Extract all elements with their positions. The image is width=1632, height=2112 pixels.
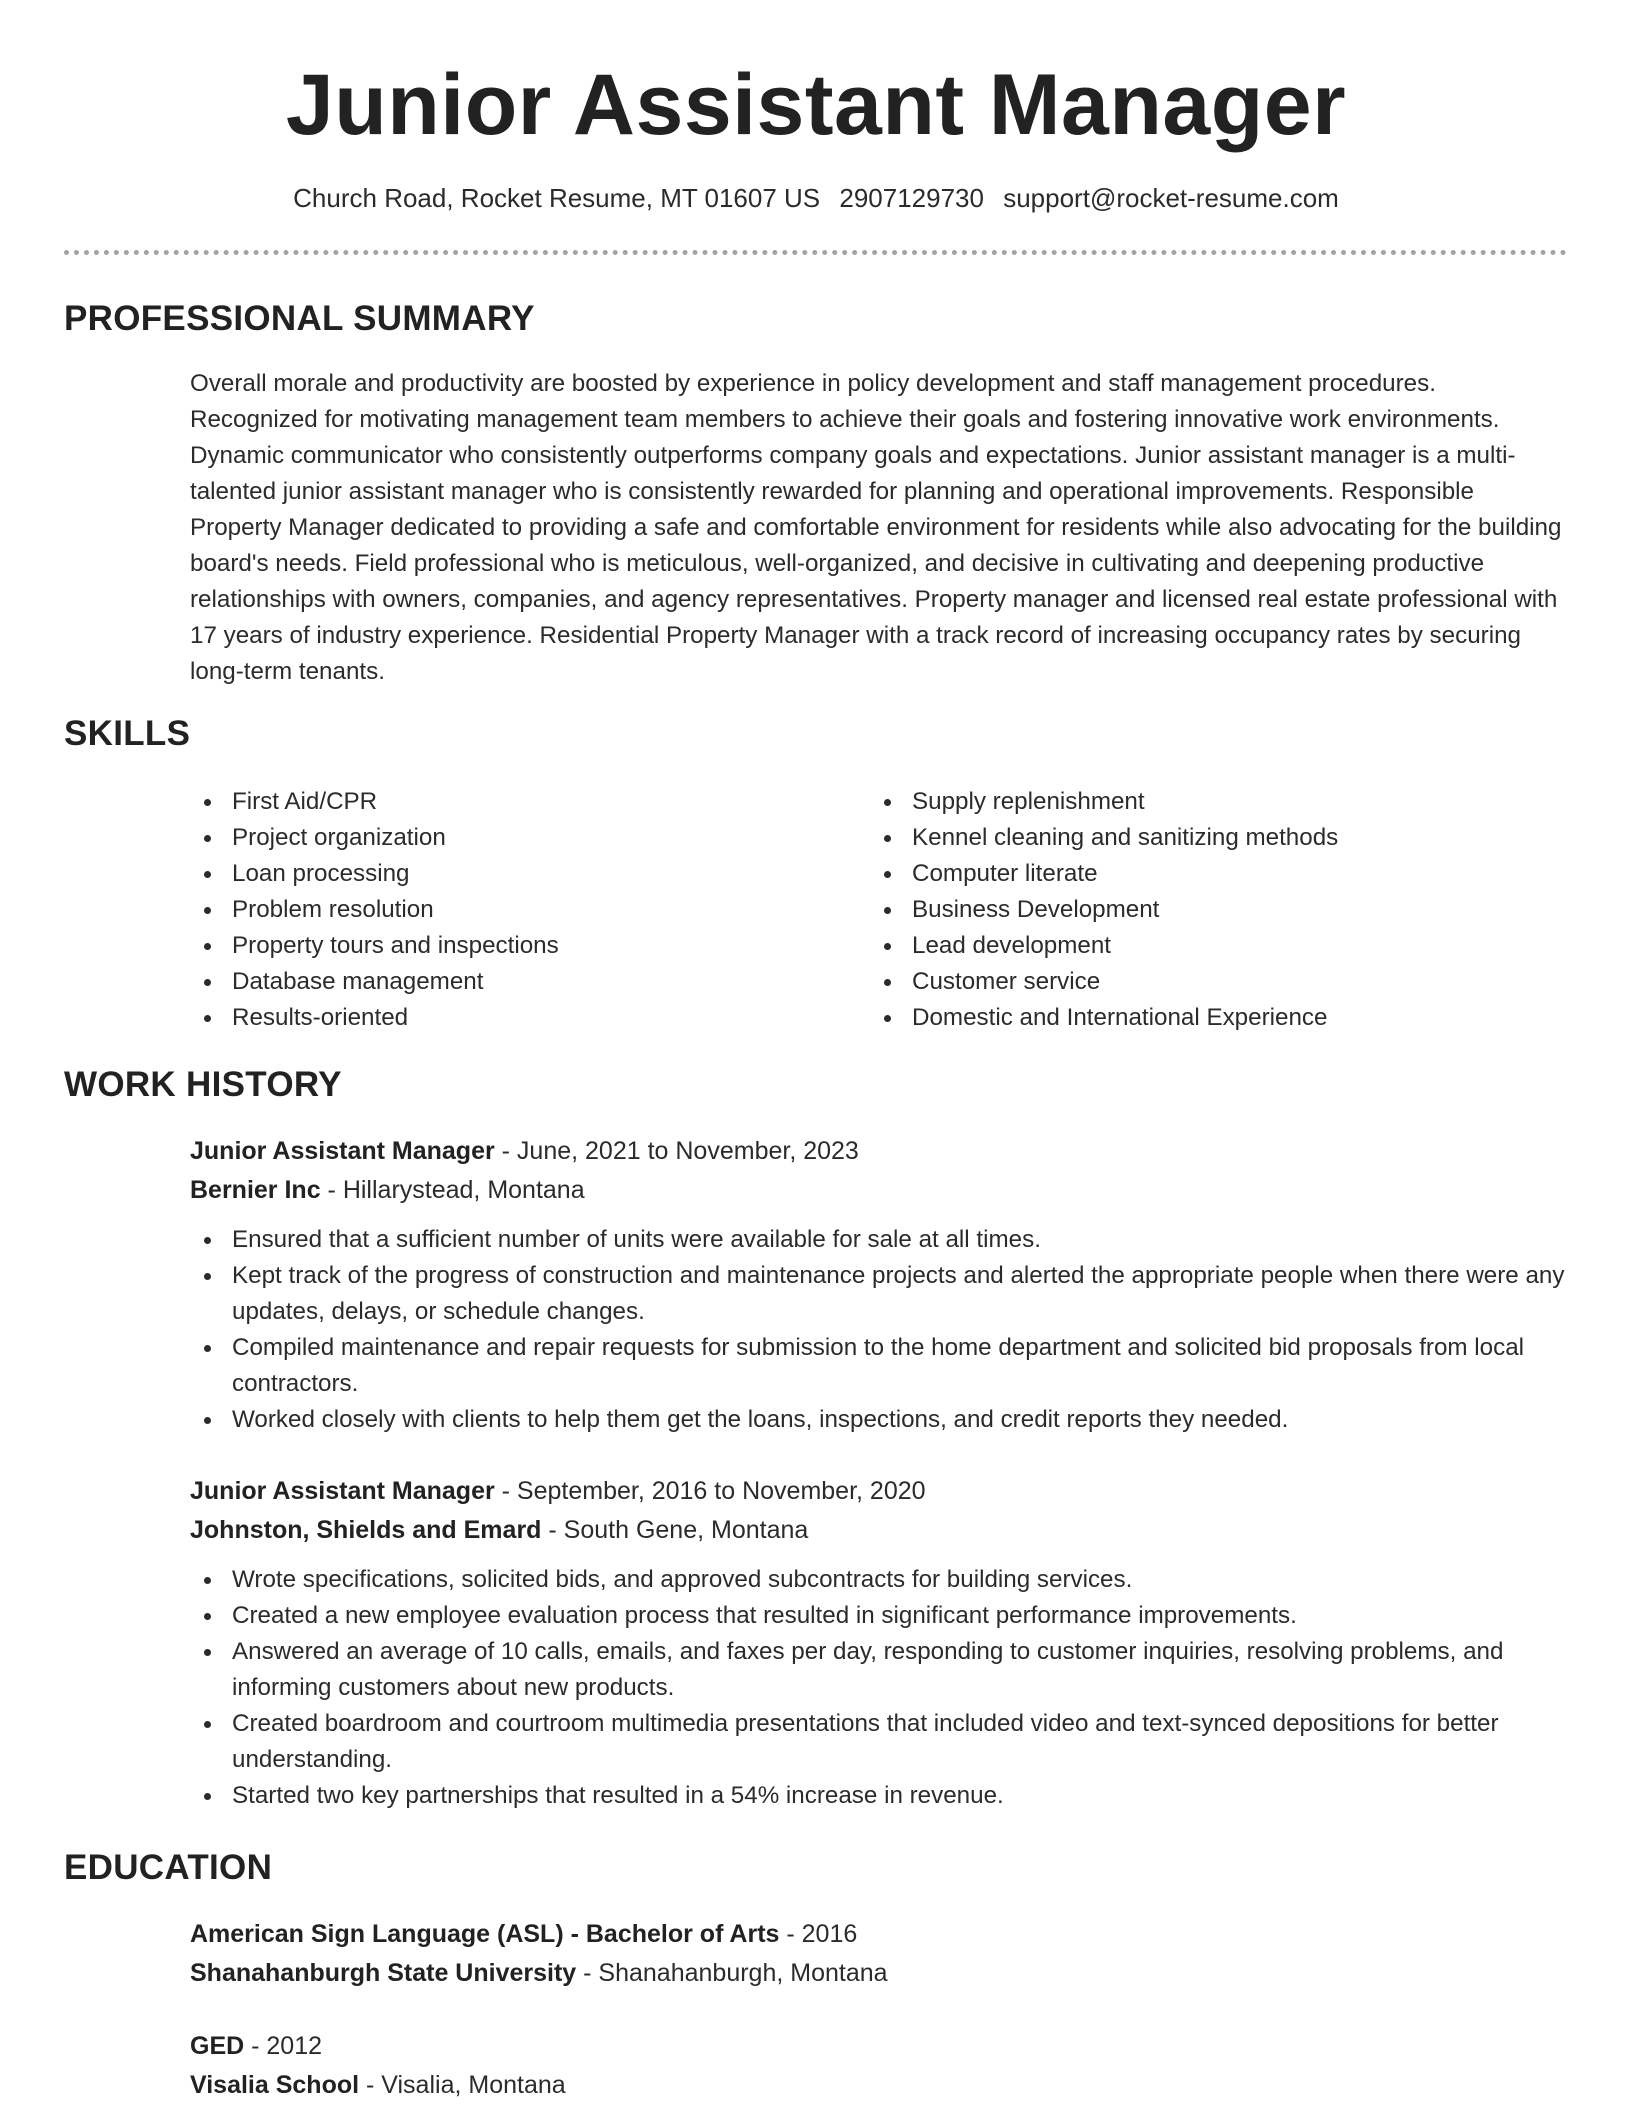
job-dates: - June, 2021 to November, 2023: [494, 1137, 859, 1165]
header-divider: [64, 250, 1567, 255]
skills-list-right: [870, 784, 1510, 1036]
skill-item: Kennel cleaning and sanitizing methods: [870, 820, 1510, 856]
job-role: Junior Assistant Manager: [190, 1137, 495, 1165]
section-title-summary: PROFESSIONAL SUMMARY: [64, 299, 535, 338]
section-title-work-history: WORK HISTORY: [64, 1065, 342, 1104]
skill-item: Loan processing: [190, 856, 830, 892]
job-bullets: [190, 1222, 1570, 1438]
education-degree-line: [190, 1915, 1570, 1954]
job-bullet: Wrote specifications, solicited bids, and approved subcontracts for building services.: [190, 1562, 1570, 1598]
skills-list-left: [190, 784, 830, 1036]
job-bullet: Ensured that a sufficient number of units were available for sale at all times.: [190, 1222, 1570, 1258]
skill-item: Database management: [190, 964, 830, 1000]
job-bullet: Worked closely with clients to help them get the loans, inspections, and credit reports they needed.: [190, 1402, 1570, 1438]
education-school-line: [190, 1954, 1570, 1993]
skill-item: First Aid/CPR: [190, 784, 830, 820]
job-company: Johnston, Shields and Emard: [190, 1516, 542, 1544]
job-dates: - September, 2016 to November, 2020: [494, 1477, 926, 1505]
education-degree-line: [190, 2027, 1570, 2066]
section-title-education: EDUCATION: [64, 1848, 273, 1887]
summary-text: Overall morale and productivity are boosted by experience in policy development and staff management procedures. Recognized for motivating management team members to achieve their goals and fostering innovative work environments. Dynamic communicator who consistently outperforms company goals and expectations. Junior assistant manager is a multi-talented junior assistant manager who is consistently rewarded for planning and operational improvements. Responsible Property Manager dedicated to providing a safe and comfortable environment for residents while also advocating for the building board's needs. Field professional who is meticulous, well-organized, and decisive in cultivating and deepening productive relationships with owners, companies, and agency representatives. Property manager and licensed real estate professional with 17 years of industry experience. Residential Property Manager with a track record of increasing occupancy rates by securing long-term tenants.: [190, 370, 1562, 685]
job-entry: [190, 1132, 1570, 1438]
job-entry: [190, 1472, 1570, 1814]
skill-item: Customer service: [870, 964, 1510, 1000]
job-company: Bernier Inc: [190, 1176, 321, 1204]
job-role: Junior Assistant Manager: [190, 1477, 495, 1505]
education-year: - 2016: [779, 1920, 858, 1948]
education-entry: [190, 1915, 1570, 1993]
education-degree: American Sign Language (ASL) - Bachelor of Arts: [190, 1920, 780, 1948]
education-year: - 2012: [244, 2032, 323, 2060]
skill-item: Problem resolution: [190, 892, 830, 928]
skill-item: Domestic and International Experience: [870, 1000, 1510, 1036]
skill-item: Results-oriented: [190, 1000, 830, 1036]
job-location: - Hillarystead, Montana: [320, 1176, 585, 1204]
job-location: - South Gene, Montana: [541, 1516, 809, 1544]
contact-email: support@rocket-resume.com: [1003, 183, 1339, 213]
contact-line: [0, 180, 1632, 216]
education-school: Shanahanburgh State University: [190, 1959, 577, 1987]
job-company-line: [190, 1511, 1570, 1550]
job-bullets: [190, 1562, 1570, 1814]
candidate-name: Junior Assistant Manager: [285, 57, 1347, 153]
skill-item: Computer literate: [870, 856, 1510, 892]
education-location: - Visalia, Montana: [359, 2071, 566, 2099]
education-school: Visalia School: [190, 2071, 360, 2099]
job-bullet: Created boardroom and courtroom multimedia presentations that included video and text-synced depositions for better understanding.: [190, 1706, 1570, 1778]
education-entry: [190, 2027, 1570, 2105]
job-bullet: Created a new employee evaluation process that resulted in significant performance improvements.: [190, 1598, 1570, 1634]
skill-item: Project organization: [190, 820, 830, 856]
skill-item: Lead development: [870, 928, 1510, 964]
contact-phone: 2907129730: [839, 183, 984, 213]
skill-item: Supply replenishment: [870, 784, 1510, 820]
education-school-line: [190, 2066, 1570, 2105]
skill-item: Property tours and inspections: [190, 928, 830, 964]
job-bullet: Compiled maintenance and repair requests for submission to the home department and solicited bid proposals from local contractors.: [190, 1330, 1570, 1402]
job-bullet: Answered an average of 10 calls, emails, and faxes per day, responding to customer inquiries, resolving problems, and informing customers about new products.: [190, 1634, 1570, 1706]
education-location: - Shanahanburgh, Montana: [576, 1959, 888, 1987]
contact-address: Church Road, Rocket Resume, MT 01607 US: [293, 183, 821, 213]
job-company-line: [190, 1171, 1570, 1210]
job-title-line: [190, 1472, 1570, 1511]
education-degree: GED: [190, 2032, 245, 2060]
job-bullet: Started two key partnerships that resulted in a 54% increase in revenue.: [190, 1778, 1570, 1814]
skill-item: Business Development: [870, 892, 1510, 928]
section-title-skills: SKILLS: [64, 714, 191, 753]
job-bullet: Kept track of the progress of construction and maintenance projects and alerted the appropriate people when there were any updates, delays, or schedule changes.: [190, 1258, 1570, 1330]
job-title-line: [190, 1132, 1570, 1171]
